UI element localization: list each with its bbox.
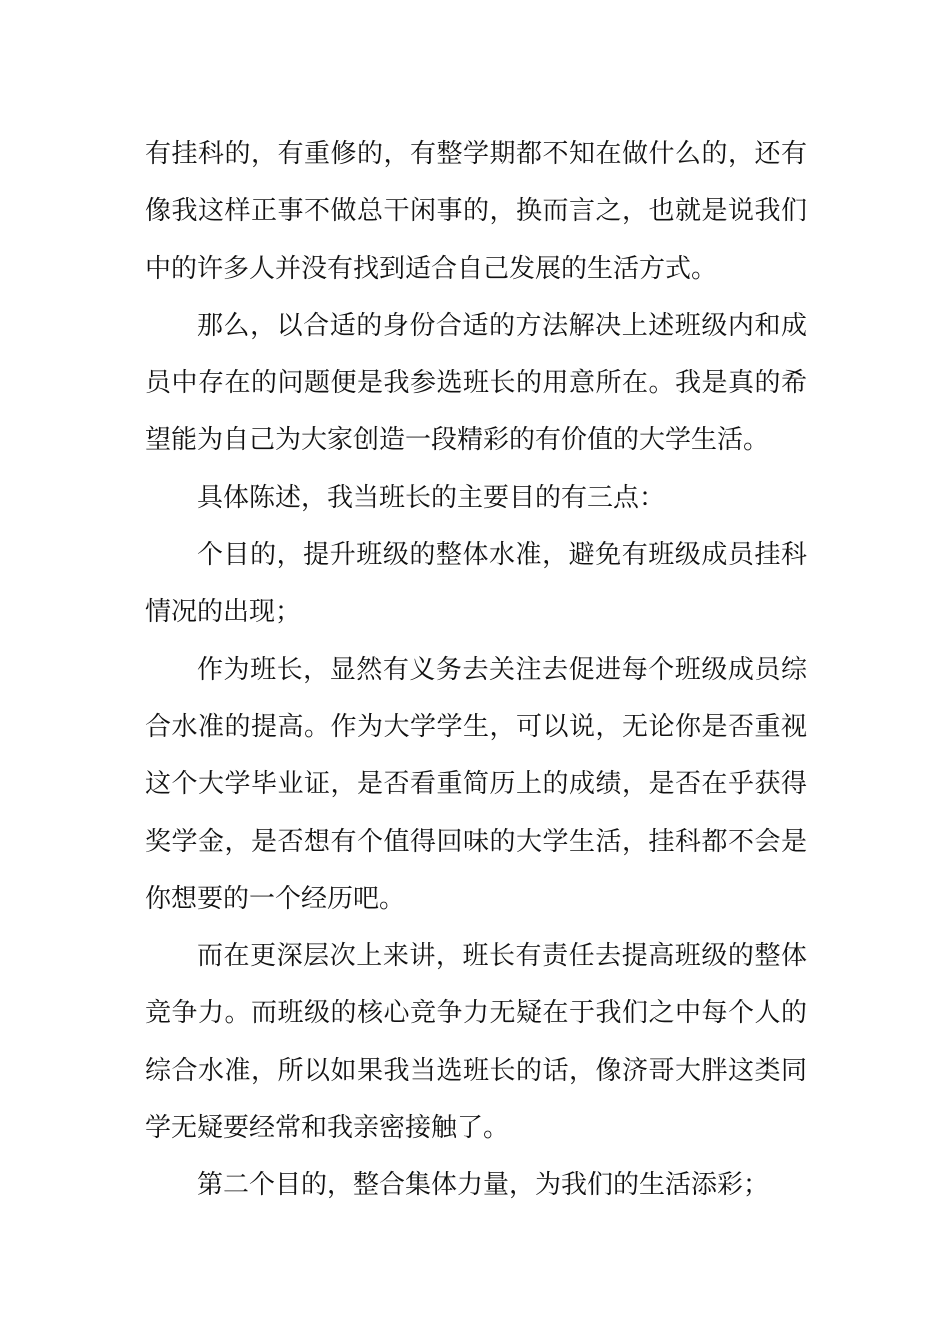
text-line: 而在更深层次上来讲，班长有责任去提高班级的整体 bbox=[197, 941, 807, 972]
text-line: 你想要的一个经历吧。 bbox=[145, 883, 406, 914]
document-body bbox=[145, 126, 807, 1215]
text-line: 员中存在的问题便是我参选班长的用意所在。我是真的希 bbox=[145, 368, 807, 399]
text-line: 学无疑要经常和我亲密接触了。 bbox=[145, 1113, 510, 1144]
text-line: 奖学金，是否想有个值得回味的大学生活，挂科都不会是 bbox=[145, 826, 807, 857]
text-line: 像我这样正事不做总干闲事的，换而言之，也就是说我们 bbox=[145, 196, 807, 227]
text-line: 那么，以合适的身份合适的方法解决上述班级内和成 bbox=[197, 310, 807, 341]
text-line: 作为班长，显然有义务去关注去促进每个班级成员综 bbox=[197, 654, 807, 685]
text-line: 中的许多人并没有找到适合自己发展的生活方式。 bbox=[145, 253, 718, 284]
text-line: 望能为自己为大家创造一段精彩的有价值的大学生活。 bbox=[145, 425, 770, 456]
text-line: 具体陈述，我当班长的主要目的有三点： bbox=[197, 482, 666, 513]
text-line: 情况的出现； bbox=[145, 597, 302, 628]
text-line: 有挂科的，有重修的，有整学期都不知在做什么的，还有 bbox=[145, 139, 807, 169]
text-line: 这个大学毕业证，是否看重简历上的成绩，是否在乎获得 bbox=[145, 769, 807, 800]
text-line: 竞争力。而班级的核心竞争力无疑在于我们之中每个人的 bbox=[145, 998, 807, 1029]
text-line: 第二个目的，整合集体力量，为我们的生活添彩； bbox=[197, 1170, 770, 1201]
text-line: 综合水准，所以如果我当选班长的话，像济哥大胖这类同 bbox=[145, 1055, 807, 1086]
text-line: 个目的，提升班级的整体水准，避免有班级成员挂科 bbox=[197, 540, 807, 571]
text-line: 合水准的提高。作为大学学生，可以说，无论你是否重视 bbox=[145, 711, 807, 742]
